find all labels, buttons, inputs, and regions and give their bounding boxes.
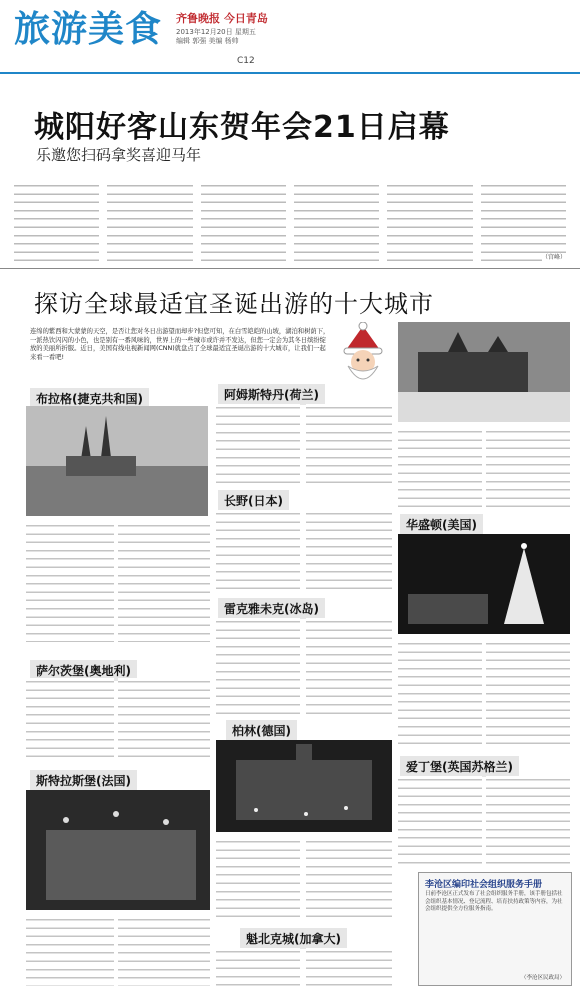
right-text xyxy=(398,428,482,508)
strasbourg-text-2 xyxy=(118,916,210,986)
story-credit: （宫峰） xyxy=(541,253,566,261)
reykjavik-text xyxy=(216,618,300,718)
washington-text xyxy=(398,640,482,750)
santa-illustration xyxy=(328,322,398,392)
feature-title: 探访全球最适宜圣诞出游的十大城市 xyxy=(34,290,434,318)
text-column xyxy=(294,182,379,262)
prague-text xyxy=(26,522,114,642)
strasbourg-photo xyxy=(26,790,210,910)
city-label-edinburgh: 爱丁堡(英国苏格兰) xyxy=(400,756,519,777)
section-divider xyxy=(0,268,580,269)
prague-photo xyxy=(26,406,208,516)
staff-line: 编辑 郭强 美编 杨帅 xyxy=(176,37,239,45)
nagano-text-2 xyxy=(306,510,392,590)
headline: 城阳好客山东贺年会21日启幕 xyxy=(34,110,450,145)
salzburg-text-2 xyxy=(118,678,210,758)
notice-credit: （李沧区民政局） xyxy=(520,975,565,981)
edinburgh-text xyxy=(398,776,482,864)
edinburgh-text-2 xyxy=(486,776,570,864)
text-column xyxy=(201,182,286,262)
issue-info xyxy=(176,28,256,46)
salzburg-text xyxy=(26,678,114,758)
notice-box xyxy=(418,872,572,986)
page-code: C12 xyxy=(237,56,255,66)
masthead-rule xyxy=(0,72,580,74)
city-label-washington: 华盛顿(美国) xyxy=(400,514,483,535)
city-label-nagano: 长野(日本) xyxy=(218,490,289,511)
feature-lead: 连绵的紫西和大蒙蒙的天空，是否让您对冬日出游望而却步?但您可知，在白雪皑皑的山坡，湖泊和树荫下，一派热饮闪闪的小色，也是别有一番风味的，世界上的一些城市或许并不发达，但您一定会为其冬日缤纷绽放的美丽所折服。近日，美国有线电视新闻网(CNN)就盘点了全球最适宜圣诞出游的十大城市，让我们一起来看一看吧! xyxy=(30,328,330,361)
amsterdam-text xyxy=(216,404,300,484)
text-column xyxy=(481,182,566,262)
right-text-2 xyxy=(486,428,570,508)
section-title: 旅游美食 xyxy=(14,9,163,50)
berlin-photo xyxy=(216,740,392,832)
subhead: 乐邀您扫码拿奖喜迎马年 xyxy=(36,146,202,164)
city-label-strasbourg: 斯特拉斯堡(法国) xyxy=(30,770,137,791)
reykjavik-text-2 xyxy=(306,618,392,718)
city-label-quebec: 魁北克城(加拿大) xyxy=(240,928,347,949)
issue-date: 2013年12月20日 星期五 xyxy=(176,28,256,36)
quebec-text xyxy=(216,948,300,986)
strasbourg-text xyxy=(26,916,114,986)
quebec-text-2 xyxy=(306,948,392,986)
notice-title: 李沧区编印社会组织服务手册 xyxy=(425,880,543,890)
city-label-reykjavik: 雷克雅未克(冰岛) xyxy=(218,598,325,619)
washington-photo xyxy=(398,534,570,634)
text-column xyxy=(387,182,472,262)
washington-text-2 xyxy=(486,640,570,750)
berlin-text xyxy=(216,838,300,918)
notice-body: 日前李沧区正式发布了社会组织服务手册，该手册包括社会组织基本情况、登记流程、培育扶持政策等内容，为社会组织提供全方位服务指南。 xyxy=(425,891,563,913)
city-label-prague: 布拉格(捷克共和国) xyxy=(30,388,149,409)
berlin-text-2 xyxy=(306,838,392,918)
city-label-berlin: 柏林(德国) xyxy=(226,720,297,741)
paper-name: 齐鲁晚报 今日青岛 xyxy=(176,12,268,25)
text-column xyxy=(14,182,99,262)
quebec-photo xyxy=(398,322,570,422)
text-column xyxy=(107,182,192,262)
prague-text-2 xyxy=(118,522,210,642)
city-label-amsterdam: 阿姆斯特丹(荷兰) xyxy=(218,384,325,405)
amsterdam-text-2 xyxy=(306,404,392,484)
nagano-text xyxy=(216,510,300,590)
top-story-body xyxy=(14,182,566,262)
city-label-salzburg: 萨尔茨堡(奥地利) xyxy=(30,660,137,681)
